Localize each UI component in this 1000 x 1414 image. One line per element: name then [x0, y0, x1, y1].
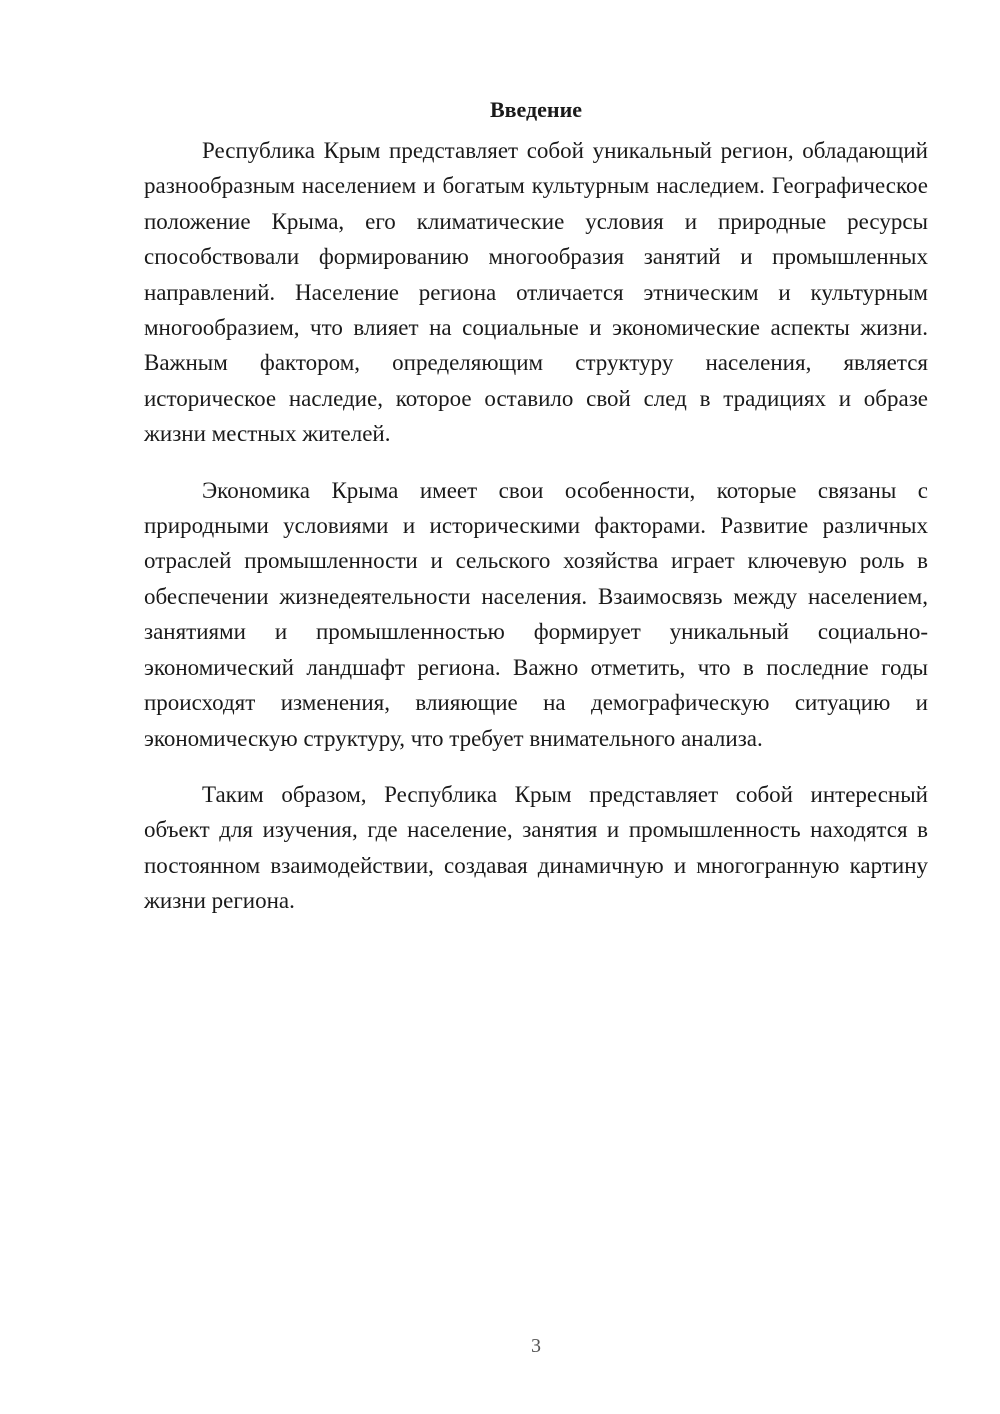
paragraph-3: Таким образом, Республика Крым представляет собой интересный объект для изучения, где население, занятия и промышленность находятся в постоянном взаимодействии, создавая динамичную и многогранную картину жизни региона.: [144, 781, 928, 914]
section-heading: Введение: [489, 97, 583, 122]
paragraph-2: Экономика Крыма имеет свои особенности, которые связаны с природными условиями и историческими факторами. Развитие различных отраслей промышленности и сельского хозяйства играет ключевую роль в обеспечении жизнедеятельности населения. Взаимосвязь между населением, занятиями и промышленностью формирует уникальный социально-экономический ландшафт региона. Важно отметить, что в последние годы происходят изменения, влияющие на демографическую ситуацию и экономическую структуру, что требует внимательного анализа.: [144, 477, 928, 751]
page-content: [144, 92, 928, 940]
page-number: 3: [531, 1335, 541, 1357]
paragraph-1: Республика Крым представляет собой уникальный регион, обладающий разнообразным населением и богатым культурным наследием. Географическое положение Крыма, его климатические условия и природные ресурсы способствовали формированию многообразия занятий и промышленных направлений. Население региона отличается этническим и культурным многообразием, что влияет на социальные и экономические аспекты жизни. Важным фактором, определяющим структуру населения, является историческое наследие, которое оставило свой след в традициях и образе жизни местных жителей.: [144, 138, 928, 447]
